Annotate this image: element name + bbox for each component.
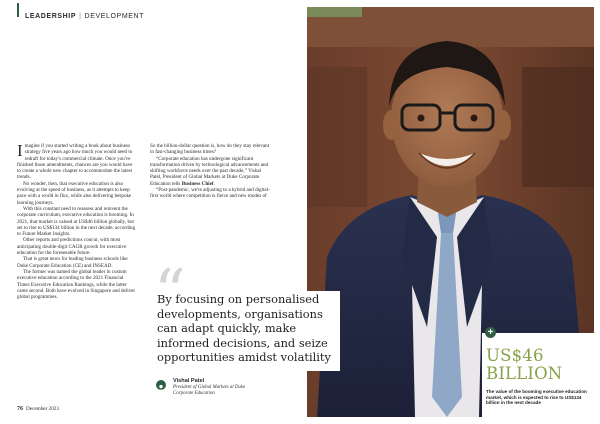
publication-name: Business Chief	[181, 180, 214, 187]
section-divider: |	[79, 13, 82, 20]
article-paragraph: With this constant need to reassess and reinvent the corporate curriculum, executive education is booming. In 2021, that market is valued at US$46 billion globally, but set to rise to US$134 billion in the next decade, according to Future Market Insights.	[17, 205, 136, 238]
article-paragraph: The former was named the global leader in custom executive education according to the 2021 Financial Times Executive Education Rankings, while the latter came second. Both have evolved in Singapore and deliver global programmes.	[17, 268, 136, 301]
quote-author-title: President of Global Markets at Duke Corporate Education	[173, 385, 246, 396]
quote-author-name: Vishal Patel	[173, 378, 205, 384]
article-paragraph: Imagine if you started writing a book about business strategy five years ago how much you would need to redraft for today's commercial climate. Once you've finished those amendments, chances are you would have to create a whole new chapter to accommodate the latest trends.	[17, 141, 133, 181]
person-icon	[156, 380, 166, 390]
article-paragraph: No wonder, then, that executive education is also evolving at the speed of business, as it attempts to keep pace with a world in flux, while also delivering bespoke learning journeys.	[17, 180, 132, 206]
page-number: 76	[17, 406, 23, 412]
article-paragraph: So the billion-dollar question is, how do they stay relevant in fast-changing business times?	[150, 143, 270, 156]
article-paragraph: Other reports and predictions concur, with most anticipating double-digit CAGR growth for executive education for the foreseeable future.	[17, 237, 127, 257]
article-column-2	[150, 143, 270, 200]
issue-date: December 2023	[26, 406, 59, 412]
header-accent-rule	[17, 3, 19, 17]
subsection-name: DEVELOPMENT	[84, 13, 145, 20]
pull-quote-text: By focusing on personalised developments, organisations can adapt quickly, make informed decisions, and seize opportunities amidst volatility	[157, 292, 331, 364]
article-paragraph: “Post-pandemic, we're adjusting to a hybrid and digital-first world where competition is fierce and new modes of	[150, 187, 270, 200]
stat-caption: The value of the booming executive education market, which is expected to rise to US$134 billion in the next decade	[486, 389, 587, 405]
article-paragraph: That is great news for leading business schools like Duke Corporate Education (CE) and INSEAD.	[17, 256, 128, 269]
drop-cap: I	[17, 141, 23, 160]
page-footer	[17, 406, 59, 412]
section-name: LEADERSHIP	[25, 13, 77, 20]
section-label	[25, 13, 144, 20]
plus-icon: +	[485, 327, 496, 338]
article-column-1	[17, 143, 137, 300]
stat-value: US$46 BILLION	[486, 346, 563, 383]
article-paragraph: “Corporate education has undergone significant transformation driven by technological advancements and shifting workforce needs over the past decade,” Vishal Patel, President of Global Markets at Duke Corporate Education tells Business Chief.	[150, 155, 269, 187]
